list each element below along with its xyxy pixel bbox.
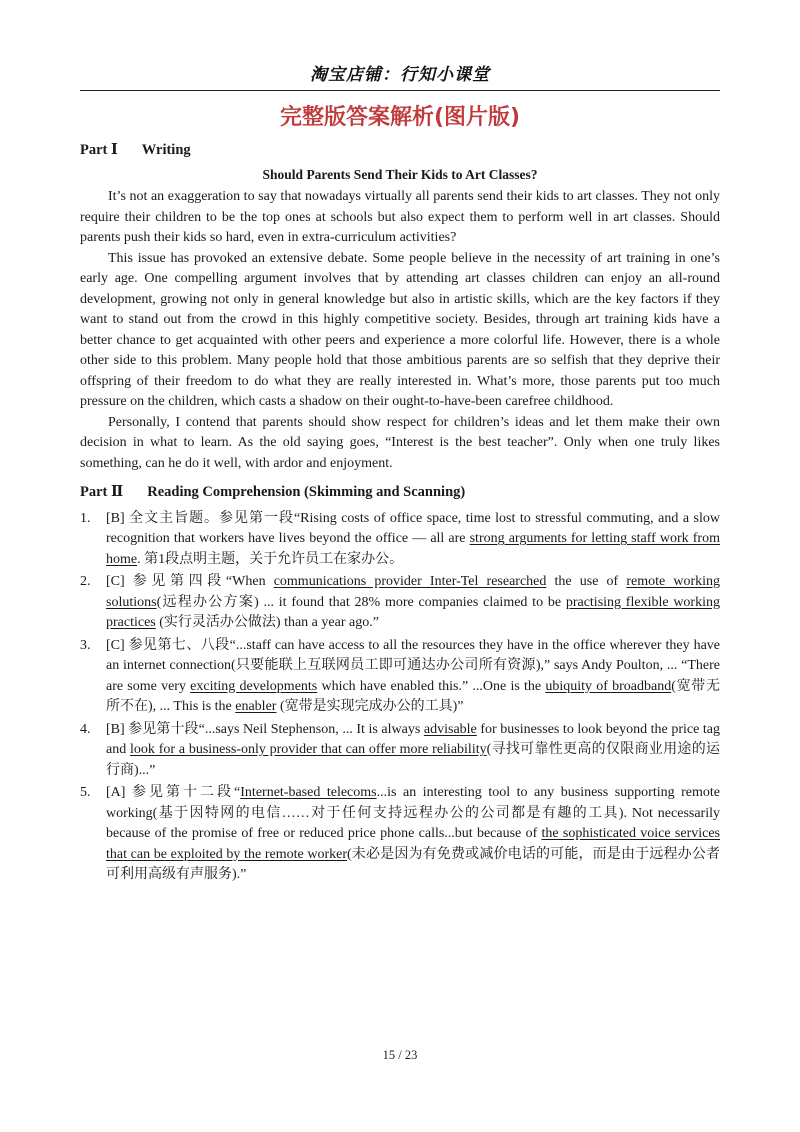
answer-segment: for businesses to look beyond the price tag and — [106, 721, 720, 757]
underlined-phrase: look for a business-only provider that can offer more reliability — [130, 742, 487, 757]
answer-text — [106, 509, 720, 571]
document-title: 完整版答案解析(图片版) — [279, 105, 521, 130]
underlined-phrase: remote working solutions — [106, 574, 721, 610]
answer-segment: . 第1段点明主题，关于允许员工在家办公。 — [137, 551, 404, 567]
answer-item — [80, 783, 720, 886]
part2-label: Part Ⅱ — [80, 484, 124, 500]
answer-text — [106, 636, 720, 718]
answer-text — [106, 720, 720, 782]
answer-number: 1. — [80, 510, 91, 526]
answer-item — [80, 509, 720, 571]
answer-number: 5. — [80, 785, 91, 800]
answer-item — [80, 636, 720, 718]
underlined-phrase: enabler — [235, 699, 277, 714]
answer-list — [80, 509, 720, 886]
underlined-phrase: practising flexible working practices — [106, 594, 720, 630]
answer-segment: (远程办公方案) ... it found that 28% more companies claimed to be — [156, 594, 566, 610]
answer-segment: ...is an interesting tool to any business supporting remote working(基于因特网的电信……对于任何支持远程办公的公司都是有趣的工具). Not necessarily because of the promise of free or reduced price phone calls...but because of — [106, 785, 720, 841]
answer-segment: (未必是因为有免费或减价电话的可能，而是由于远程办公者可利用高级有声服务).” — [106, 846, 720, 882]
answer-segment: [C] 参见第七、八段“...staff can have access to all the resources they have in the office wherever they have an internet connection(只要能联上互联网员工即可通达办公司所有资源),” says Andy Poulton, ... “There are some very — [106, 637, 720, 694]
part2-name: Reading Comprehension (Skimming and Scanning) — [147, 484, 466, 500]
answer-segment: [B] 全文主旨题。参见第一段“Rising costs of office space, time lost to stressful commuting, and a slow recognition that workers have lives beyond the office — all are — [106, 510, 720, 546]
underlined-phrase: exciting developments — [190, 678, 318, 694]
underlined-phrase: strong arguments for letting staff work from home — [106, 531, 720, 567]
essay-paragraph-1: It’s not an exaggeration to say that nowadays virtually all parents send their kids to art classes. They not only require their children to be the top ones at schools but also expect them to perform well in art classes. Should parents push their kids so hard, even in extra-curriculum activities? — [80, 189, 720, 245]
underlined-phrase: ubiquity of broadband — [545, 678, 672, 694]
answer-item — [80, 572, 720, 634]
answer-segment: the use of — [546, 574, 627, 589]
answer-segment: (宽带是实现完成办公的工具)” — [276, 699, 464, 714]
essay-paragraph-2: This issue has provoked an extensive debate. Some people believe in the necessity of art training in one’s early age. One compelling argument involves that by attending art classes children can enjoy an all-round development, growing not only in general knowledge but also in artistic skills, which are the key factors if they want to stand out from the crowd in this highly competitive society. Besides, through art training kids have a better chance to get acquainted with other peers and experience a more colorful life. However, there is a whole other side to this problem. Many people hold that those ambitious parents are so selfish that they deprive their offspring of their freedom to do what they are really interested in. What’s more, those parents put too much pressure on the children, which casts a shadow on their ought-to-have-been carefree childhood. — [80, 250, 720, 409]
essay-title: Should Parents Send Their Kids to Art Classes? — [262, 166, 538, 182]
essay — [80, 187, 720, 474]
answer-segment: [C] 参见第四段“When — [106, 574, 274, 589]
underlined-phrase: the sophisticated voice services that can be exploited by the remote worker — [106, 826, 720, 862]
answer-segment: (宽带无所不在), ... This is the — [106, 678, 721, 714]
answer-item — [80, 720, 720, 782]
answer-number: 2. — [80, 574, 91, 589]
answer-segment: (寻找可靠性更高的仅限商业用途的运行商)...” — [106, 742, 720, 778]
answer-text — [106, 783, 720, 886]
store-header: 淘宝店铺：行知小课堂 — [310, 65, 490, 85]
header-divider — [80, 90, 720, 91]
answer-segment: which have enabled this.” ...One is the — [317, 678, 546, 694]
answer-number: 4. — [80, 721, 91, 737]
page-content — [80, 136, 720, 888]
essay-paragraph-3: Personally, I contend that parents should show respect for children’s ideas and let them make their own decision in what to learn. As the old saying goes, “Interest is the best teacher”. Only when one truly likes something, can he do it well, with ardor and enjoyment. — [80, 414, 720, 471]
answer-number: 3. — [80, 637, 91, 653]
part1-heading — [80, 140, 720, 161]
answer-segment: [B] 参见第十段“...says Neil Stephenson, ... It is always — [106, 721, 424, 737]
part1-name: Writing — [141, 142, 191, 158]
part2-heading — [80, 482, 720, 503]
part1-label: Part Ⅰ — [80, 142, 118, 158]
underlined-phrase: Internet-based telecoms — [240, 785, 377, 800]
answer-text — [106, 572, 720, 634]
underlined-phrase: advisable — [423, 721, 477, 737]
answer-segment: [A] 参见第十二段“ — [106, 785, 241, 800]
underlined-phrase: communications provider Inter-Tel researched — [273, 574, 547, 589]
answer-segment: (实行灵活办公做法) than a year ago.” — [155, 615, 379, 630]
page-number: 15 / 23 — [382, 1048, 418, 1062]
